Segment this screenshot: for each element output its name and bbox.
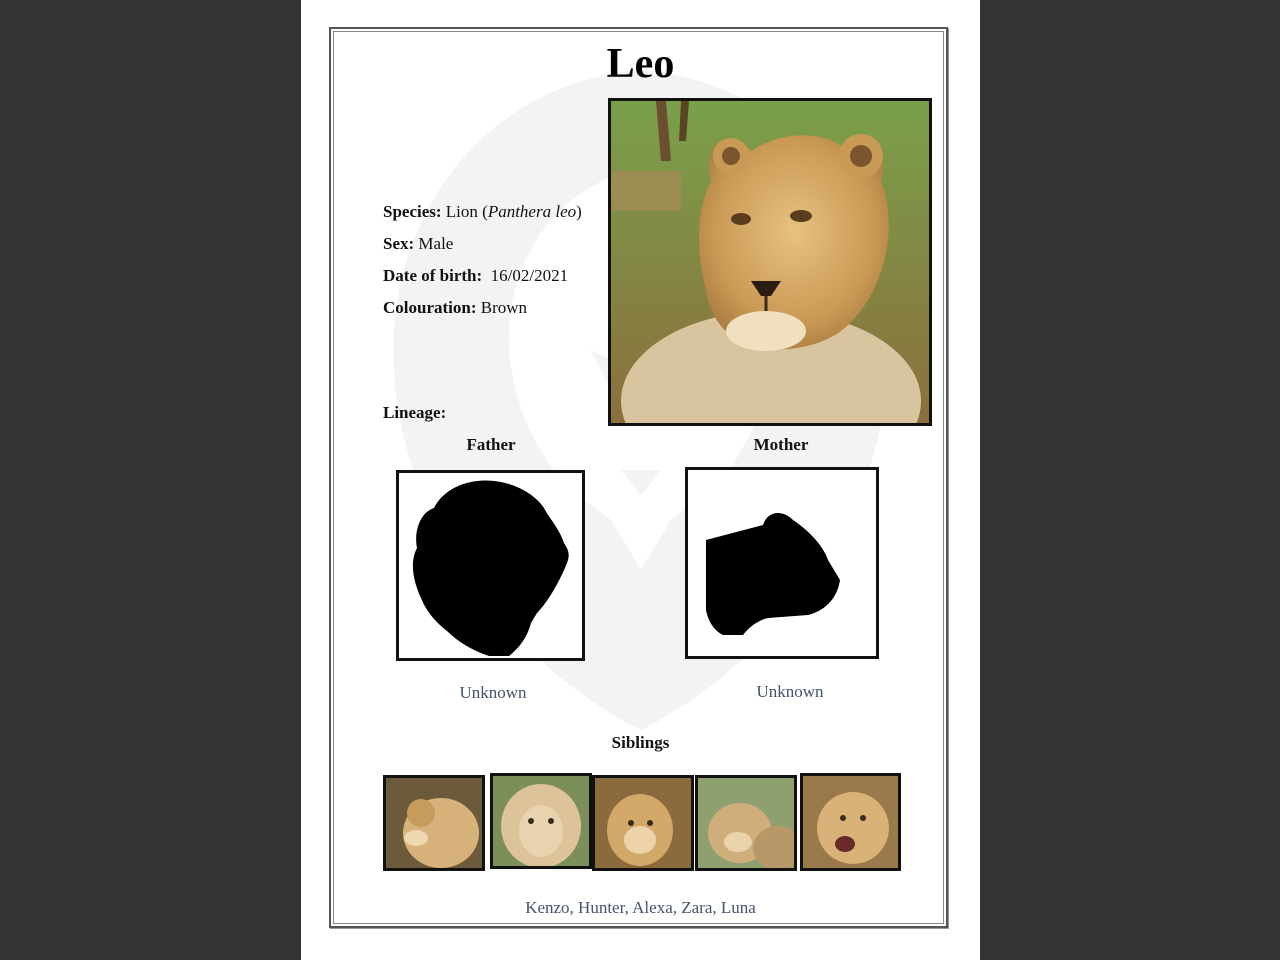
species-label: Species:	[383, 202, 442, 221]
colour-value: Brown	[480, 298, 528, 317]
species-row: Species: Lion (Panthera leo)	[383, 202, 582, 221]
sibling-photo	[490, 773, 592, 869]
father-label: Father	[466, 435, 516, 454]
sex-label: Sex:	[383, 234, 415, 253]
sibling-photo	[695, 775, 797, 871]
colour-label: Colouration:	[383, 298, 477, 317]
lion-photo	[608, 98, 932, 426]
mother-portrait	[685, 467, 879, 659]
father-portrait	[396, 470, 585, 661]
dob-row	[383, 260, 582, 292]
mother-name: Unknown	[756, 682, 824, 701]
species-scientific: Panthera leo	[487, 202, 577, 221]
profile-info	[383, 196, 582, 324]
sibling-names: Kenzo, Hunter, Alexa, Zara, Luna	[525, 898, 756, 917]
sibling-photo	[592, 775, 694, 871]
sex-row	[383, 228, 582, 260]
sibling-photo	[383, 775, 485, 871]
sex-value: Male	[418, 234, 454, 253]
siblings-title: Siblings	[611, 733, 670, 752]
lineage-label: Lineage:	[383, 403, 447, 422]
mother-label: Mother	[753, 435, 809, 454]
species-common: Lion	[445, 202, 478, 221]
colour-row	[383, 292, 582, 324]
father-name: Unknown	[459, 683, 527, 702]
dob-label: Date of birth:	[383, 266, 483, 285]
lion-male-silhouette-icon	[399, 473, 582, 658]
dob-value: 16/02/2021	[490, 266, 569, 285]
sibling-photo	[800, 773, 901, 871]
lioness-silhouette-icon	[688, 470, 876, 656]
document-page	[301, 0, 980, 960]
page-title: Leo	[606, 41, 675, 87]
